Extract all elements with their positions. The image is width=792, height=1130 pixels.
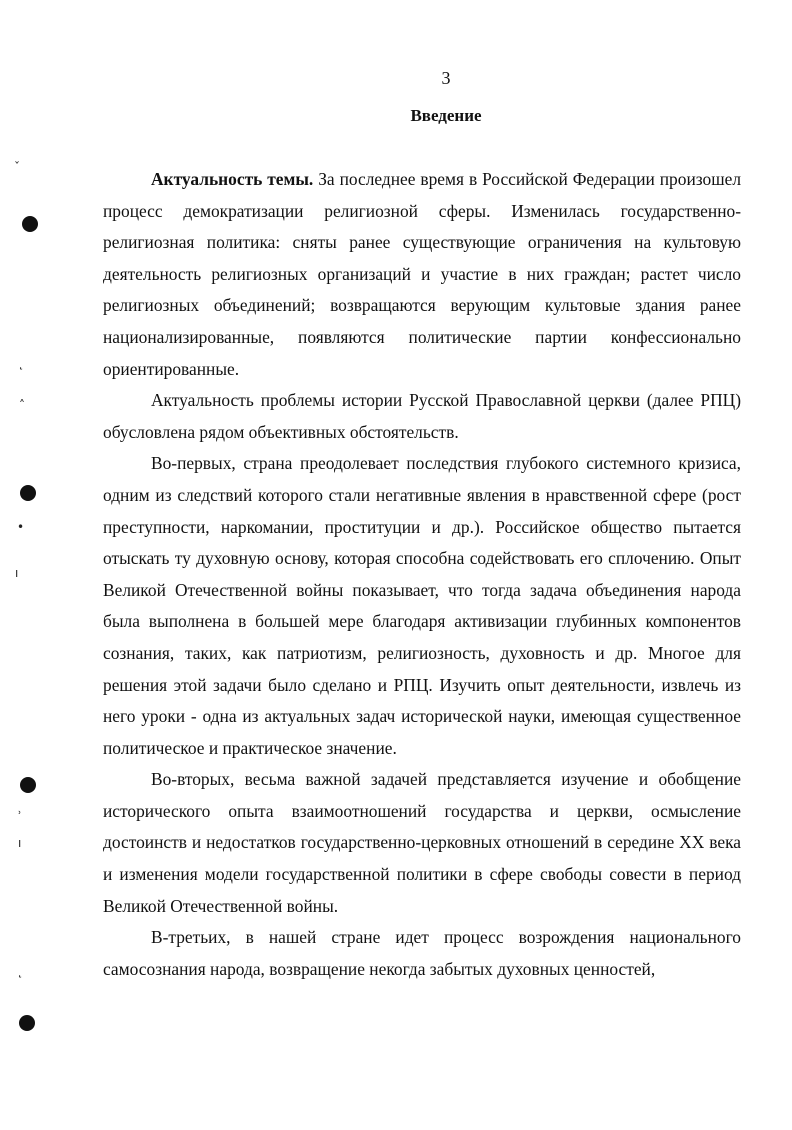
paragraph-1 [103, 164, 741, 385]
punch-hole-2 [20, 485, 36, 501]
scan-speck-3: ˄ [19, 398, 25, 412]
scan-speck-7: ı [18, 836, 22, 850]
paragraph-5 [103, 922, 741, 985]
scan-speck-2: ˛ [18, 356, 24, 370]
paragraph-5-text: В-третьих, в нашей стране идет процесс возрождения национального самосознания народа, возвращение некогда забытых духовных ценностей, [103, 927, 741, 979]
scan-speck-5: ı [15, 566, 19, 580]
body-text [103, 164, 741, 985]
page-number: 3 [441, 68, 451, 88]
paragraph-1-lead: Актуальность темы. [151, 169, 314, 189]
scan-speck-1: ˇ [14, 160, 20, 174]
punch-hole-3 [20, 777, 36, 793]
scan-speck-6: ˒ [18, 806, 22, 820]
scan-speck-4: • [17, 520, 25, 534]
section-heading: Введение [410, 106, 482, 125]
paragraph-1-text: За последнее время в Российской Федерации произошел процесс демократизации религиозной сферы. Изменилась государственно-религиозная политика: сняты ранее существующие ограничения на культовую деятельность религиозных организаций и участие в них граждан; растет число религиозных объединений; возвращаются верующим культовые здания ранее национализированные, появляются политические партии конфессионально ориентированные. [103, 169, 741, 379]
paragraph-3-text: Во-первых, страна преодолевает последствия глубокого системного кризиса, одним из следствий которого стали негативные явления в нравственной сфере (рост преступности, наркомании, проституции и др.). Российское общество пытается отыскать ту духовную основу, которая способна содействовать его сплочению. Опыт Великой Отечественной войны показывает, что тогда задача объединения народа была выполнена в большей мере благодаря активизации глубинных компонентов сознания, таких, как патриотизм, религиозность, духовность и др. Многое для решения этой задачи было сделано и РПЦ. Изучить опыт деятельности, извлечь из него уроки - одна из актуальных задач исторической науки, имеющая существенное политическое и практическое значение. [103, 453, 741, 758]
paragraph-2-text: Актуальность проблемы истории Русской Православной церкви (далее РПЦ) обусловлена рядом объективных обстоятельств. [103, 390, 741, 442]
paragraph-4 [103, 764, 741, 922]
punch-hole-4 [19, 1015, 35, 1031]
paragraph-4-text: Во-вторых, весьма важной задачей представляется изучение и обобщение исторического опыта взаимоотношений государства и церкви, осмысление достоинств и недостатков государственно-церковных отношений в середине XX века и изменения модели государственной политики в сфере свободы совести в период Великой Отечественной войны. [103, 769, 741, 916]
paragraph-3 [103, 448, 741, 764]
punch-hole-1 [22, 216, 38, 232]
scan-speck-8: ˛ [17, 964, 23, 978]
paragraph-2 [103, 385, 741, 448]
